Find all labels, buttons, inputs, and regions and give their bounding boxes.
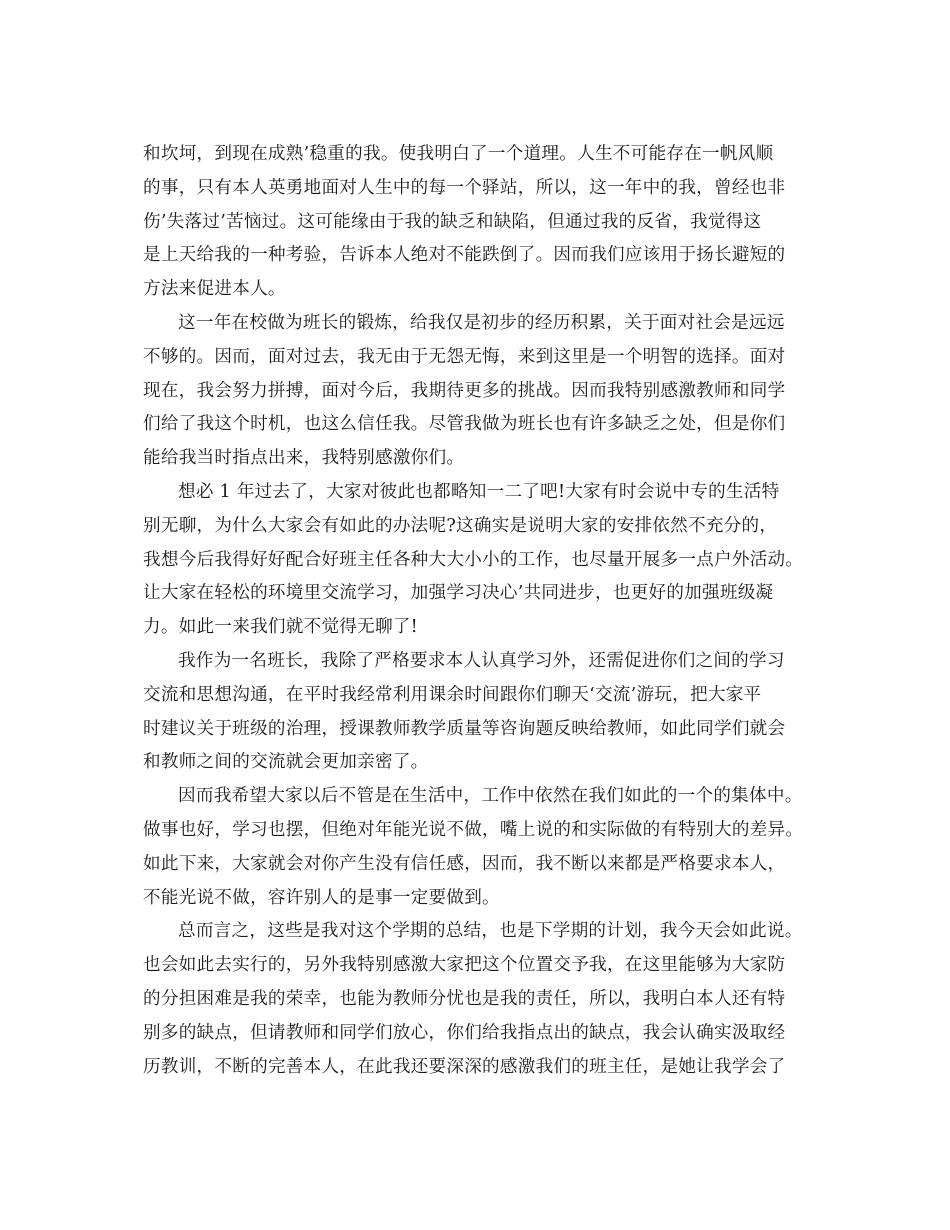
text-line: 不够的。因而，面对过去，我无由于无怨无悔，来到这里是一个明智的选择。面对 (143, 346, 786, 367)
text-line: 别多的缺点，但请教师和同学们放心，你们给我指点出的缺点，我会认确实汲取经 (143, 1022, 786, 1043)
text-line: 如此下来，大家就会对你产生没有信任感，因而，我不断以来都是严格要求本人， (143, 853, 786, 874)
text-line: 们给了我这个时机，也这么信任我。尽管我做为班长也有许多缺乏之处，但是你们 (143, 414, 786, 435)
text-line: 我作为一名班长，我除了严格要求本人认真学习外，还需促进你们之间的学习 (178, 650, 785, 671)
text-line: 时建议关于班级的治理，授课教师教学质量等咨询题反映给教师，如此同学们就会 (143, 718, 786, 739)
text-line: 能给我当时指点出来，我特别感激你们。 (143, 448, 465, 469)
text-line: 交流和思想沟通，在平时我经常利用课余时间跟你们聊天‘交流’游玩，把大家平 (143, 684, 762, 705)
text-line: 方法来促进本人。 (143, 279, 286, 300)
text-line: 是上天给我的一种考验，告诉本人绝对不能跌倒了。因而我们应该用于扬长避短的 (143, 245, 786, 266)
text-line: 我想今后我得好好配合好班主任各种大大小小的工作，也尽量开展多一点户外活动。 (143, 549, 804, 570)
text-line: 这一年在校做为班长的锻炼，给我仅是初步的经历积累，关于面对社会是远远 (178, 312, 785, 333)
text-line: 别无聊，为什么大家会有如此的办法呢?这确实是说明大家的安排依然不充分的， (143, 515, 778, 536)
text-line: 现在，我会努力拼搏，面对今后，我期待更多的挑战。因而我特别感激教师和同学 (143, 380, 786, 401)
text-line: 也会如此去实行的，另外我特别感激大家把这个位置交予我，在这里能够为大家防 (143, 955, 786, 976)
text-line: 总而言之，这些是我对这个学期的总结，也是下学期的计划，我今天会如此说。 (178, 921, 803, 942)
text-line: 伤’失落过’苦恼过。这可能缘由于我的缺乏和缺陷，但通过我的反省，我觉得这 (143, 211, 762, 232)
document-body (143, 138, 813, 1084)
text-line: 和坎坷，到现在成熟’稳重的我。使我明白了一个道理。人生不可能存在一帆风顺 (143, 144, 774, 164)
text-line: 力。如此一来我们就不觉得无聊了! (143, 617, 418, 638)
text-line: 想必 1 年过去了，大家对彼此也都略知一二了吧!大家有时会说中专的生活特 (178, 481, 780, 502)
text-line: 和教师之间的交流就会更加亲密了。 (143, 752, 429, 773)
text-line: 的事，只有本人英勇地面对人生中的每一个驿站，所以，这一年中的我，曾经也非 (143, 177, 786, 198)
text-line: 让大家在轻松的环境里交流学习，加强学习决心’共同进步，也更好的加强班级凝 (143, 583, 774, 604)
text-line: 不能光说不做，容许别人的是事一定要做到。 (143, 887, 500, 908)
text-line: 历教训，不断的完善本人，在此我还要深深的感激我们的班主任，是她让我学会了 (143, 1056, 786, 1077)
text-line: 的分担困难是我的荣幸，也能为教师分忧也是我的责任，所以，我明白本人还有特 (143, 988, 786, 1009)
text-line: 因而我希望大家以后不管是在生活中，工作中依然在我们如此的一个的集体中。 (178, 786, 803, 807)
text-line: 做事也好，学习也摆，但绝对年能光说不做，嘴上说的和实际做的有特别大的差异。 (143, 819, 804, 840)
